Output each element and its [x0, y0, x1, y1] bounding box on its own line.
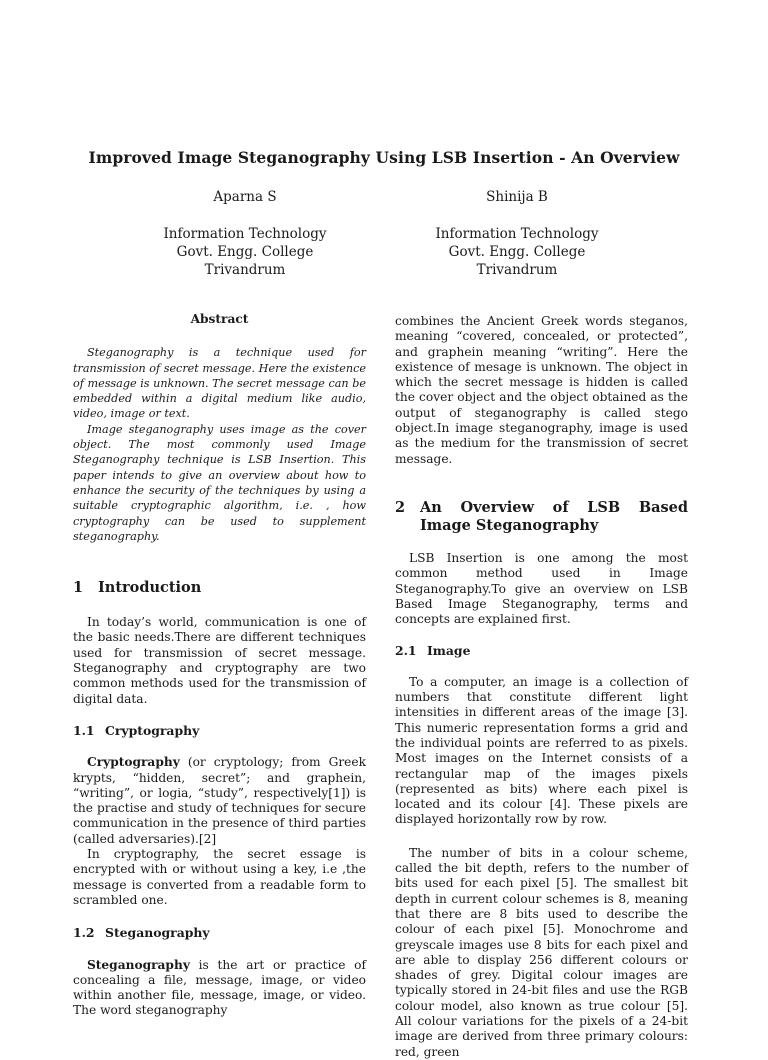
subsection-heading-image — [395, 643, 688, 658]
section-number: 2 — [395, 498, 406, 516]
overview-paragraph: LSB Insertion is one among the most common method used in Image Steganography.To give an overview on LSB Based Image Steganography, terms and concepts are explained first. — [395, 550, 688, 627]
subsection-number: 2.1 — [395, 643, 417, 659]
paper-title: Improved Image Steganography Using LSB Insertion - An Overview — [88, 148, 680, 167]
subsection-title: Cryptography — [105, 722, 200, 738]
abstract-heading: Abstract — [190, 312, 249, 326]
author-institution: Govt. Engg. College — [448, 244, 586, 260]
subsection-heading-cryptography — [73, 723, 366, 738]
abstract-paragraph: Image steganography uses image as the cover object. The most commonly used Image Steganography technique is LSB Insertion. This paper intends to give an overview about how to enhance the security of the techniques by using a suitable cryptographic algorithm, i.e. , how cryptography can be used to supplement steganography. — [73, 422, 366, 543]
cryptography-paragraph-2: In cryptography, the secret essage is encrypted with or without using a key, i.e ,the message is converted from a readable form to scrambled one. — [73, 847, 366, 907]
section-number: 1 — [73, 579, 84, 597]
term-steganography: Steganography — [87, 957, 190, 972]
author-block-2 — [397, 188, 637, 279]
introduction-paragraph: In today’s world, communication is one of the basic needs.There are different techniques used for transmission of secret message. Steganography and cryptography are two common methods used for the transmission of digital data. — [73, 615, 366, 706]
steganography-paragraph-continued: combines the Ancient Greek words steganos, meaning “covered, concealed, or protected”, and graphein meaning “writing”. Here the existence of mesage is unknown. The object in which the secret message is hidden is called the cover object and the object obtained as the output of steganography is called stego object.In image steganography, image is used as the medium for the transmission of secret message. — [395, 314, 688, 466]
image-paragraph-1: To a computer, an image is a collection of numbers that constitute different light intensities in different areas of the image [3]. This numeric representation forms a grid and the individual points are referred to as pixels. Most images on the Internet consists of a rectangular map of the images pixels (represented as bits) where each pixel is located and its colour [4]. These pixels are displayed horizontally row by row. — [395, 674, 688, 827]
image-paragraph-2: The number of bits in a colour scheme, called the bit depth, refers to the number of bits used for each pixel [5]. The smallest bit depth in current colour schemes is 8, meaning that there are 8 bits used to describe the colour of each pixel [5]. Monochrome and greyscale images use 8 bits for each pixel and are able to display 256 different colours or shades of grey. Digital colour images are typically stored in 24-bit files and use the RGB colour model, also known as true colour [5]. All colour variations for the pixels of a 24-bit image are derived from three primary colours: red, green — [395, 845, 688, 1059]
cryptography-paragraph-text: (or cryptology; from Greek krypts, “hidden, secret”; and graphein, “writing”, or logia, “study”, respectively[1]) is the practise and study of techniques for secure communication in the presence of third parties (called adversaries).[2] — [73, 755, 366, 846]
section-title: An Overview of LSB Based Image Steganography — [420, 498, 688, 534]
author-name: Aparna S — [213, 189, 277, 205]
abstract-paragraph: Steganography is a technique used for transmission of secret message. Here the existence of message is unknown. The secret message can be embedded within a digital medium like audio, video, image or text. — [73, 346, 366, 421]
steganography-paragraph — [73, 958, 366, 1019]
subsection-number: 1.1 — [73, 722, 95, 738]
subsection-heading-steganography — [73, 925, 366, 940]
subsection-title: Image — [427, 643, 471, 659]
cryptography-paragraph — [73, 755, 366, 847]
left-column — [73, 312, 366, 1019]
author-city: Trivandrum — [476, 262, 558, 278]
author-department: Information Technology — [163, 226, 327, 242]
author-city: Trivandrum — [204, 262, 286, 278]
section-heading-overview — [395, 499, 688, 535]
term-cryptography: Cryptography — [87, 755, 180, 770]
abstract — [73, 312, 366, 544]
author-institution: Govt. Engg. College — [176, 244, 314, 260]
right-column — [395, 312, 688, 1060]
author-department: Information Technology — [435, 226, 599, 242]
section-heading-introduction — [73, 579, 366, 597]
subsection-title: Steganography — [105, 925, 210, 941]
section-title: Introduction — [98, 579, 202, 597]
steganography-paragraph-text: is the art or practice of concealing a file, message, image, or video within another file, message, image, or video. The word steganography — [73, 957, 366, 1018]
subsection-number: 1.2 — [73, 925, 95, 941]
author-name: Shinija B — [486, 189, 548, 205]
author-block-1 — [125, 188, 365, 279]
